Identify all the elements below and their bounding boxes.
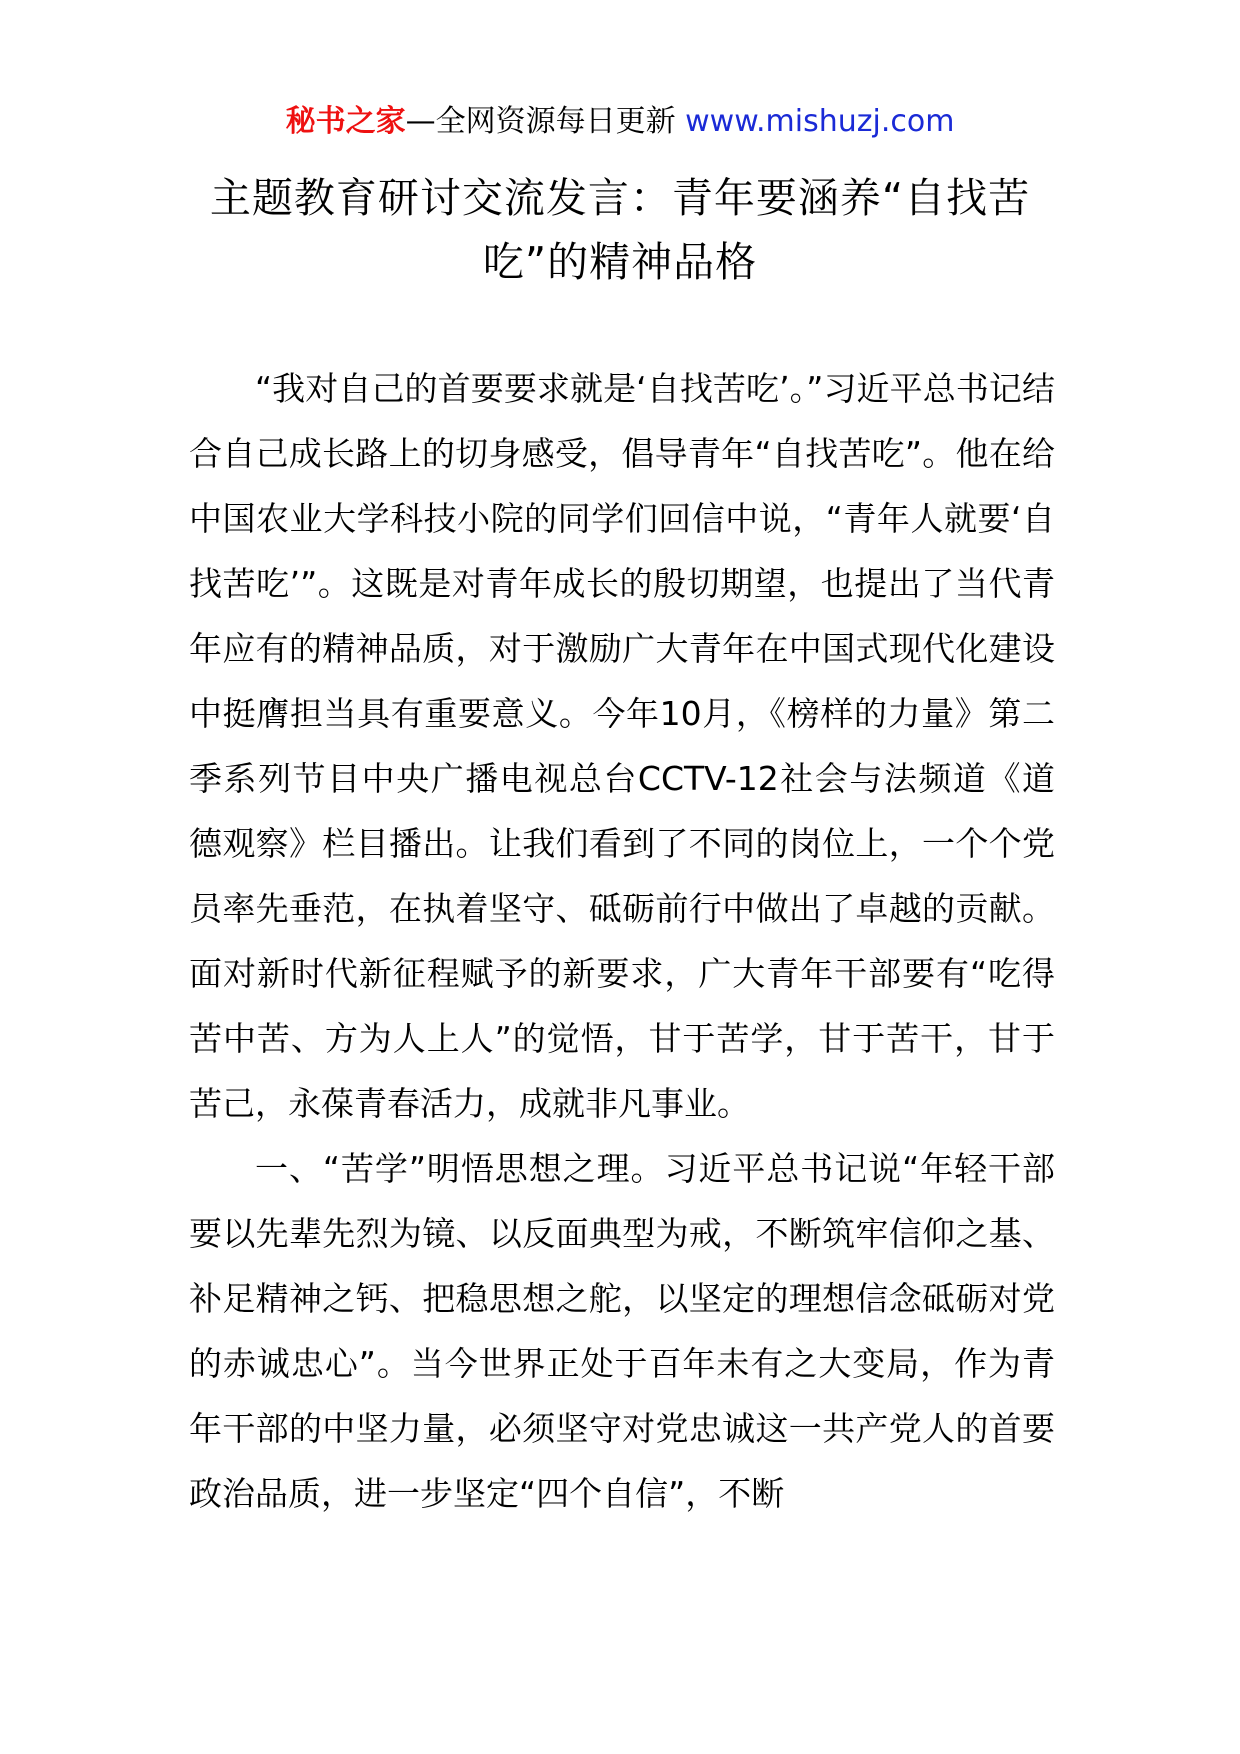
document-body (189, 356, 1055, 1526)
document-title: 主题教育研讨交流发言：青年要涵养“自找苦吃”的精神品格 (209, 174, 1031, 286)
site-url-link[interactable]: www.mishuzj.com (685, 104, 955, 139)
header-tagline: —全网资源每日更新 (405, 104, 686, 139)
site-header (0, 100, 1240, 144)
body-paragraph-section-1: 一、“苦学”明悟思想之理。习近平总书记说“年轻干部要以先辈先烈为镜、以反面典型为戒，不断筑牢信仰之基、补足精神之钙、把稳思想之舵，以坚定的理想信念砥砺对党的赤诚忠心”。当今世界正处于百年未有之大变局，作为青年干部的中坚力量，必须坚守对党忠诚这一共产党人的首要政治品质，进一步坚定“四个自信”，不断 (189, 1149, 1055, 1513)
brand-name: 秘书之家 (285, 104, 406, 139)
body-paragraph-intro: “我对自己的首要要求就是‘自找苦吃’。”习近平总书记结合自己成长路上的切身感受，倡导青年“自找苦吃”。他在给中国农业大学科技小院的同学们回信中说，“青年人就要‘自找苦吃’”。这既是对青年成长的殷切期望，也提出了当代青年应有的精神品质，对于激励广大青年在中国式现代化建设中挺膺担当具有重要意义。今年10月，《榜样的力量》第二季系列节目中央广播电视总台CCTV-12社会与法频道《道德观察》栏目播出。让我们看到了不同的岗位上，一个个党员率先垂范，在执着坚守、砥砺前行中做出了卓越的贡献。面对新时代新征程赋予的新要求，广大青年干部要有“吃得苦中苦、方为人上人”的觉悟，甘于苦学，甘于苦干，甘于苦己，永葆青春活力，成就非凡事业。 (189, 369, 1055, 1123)
